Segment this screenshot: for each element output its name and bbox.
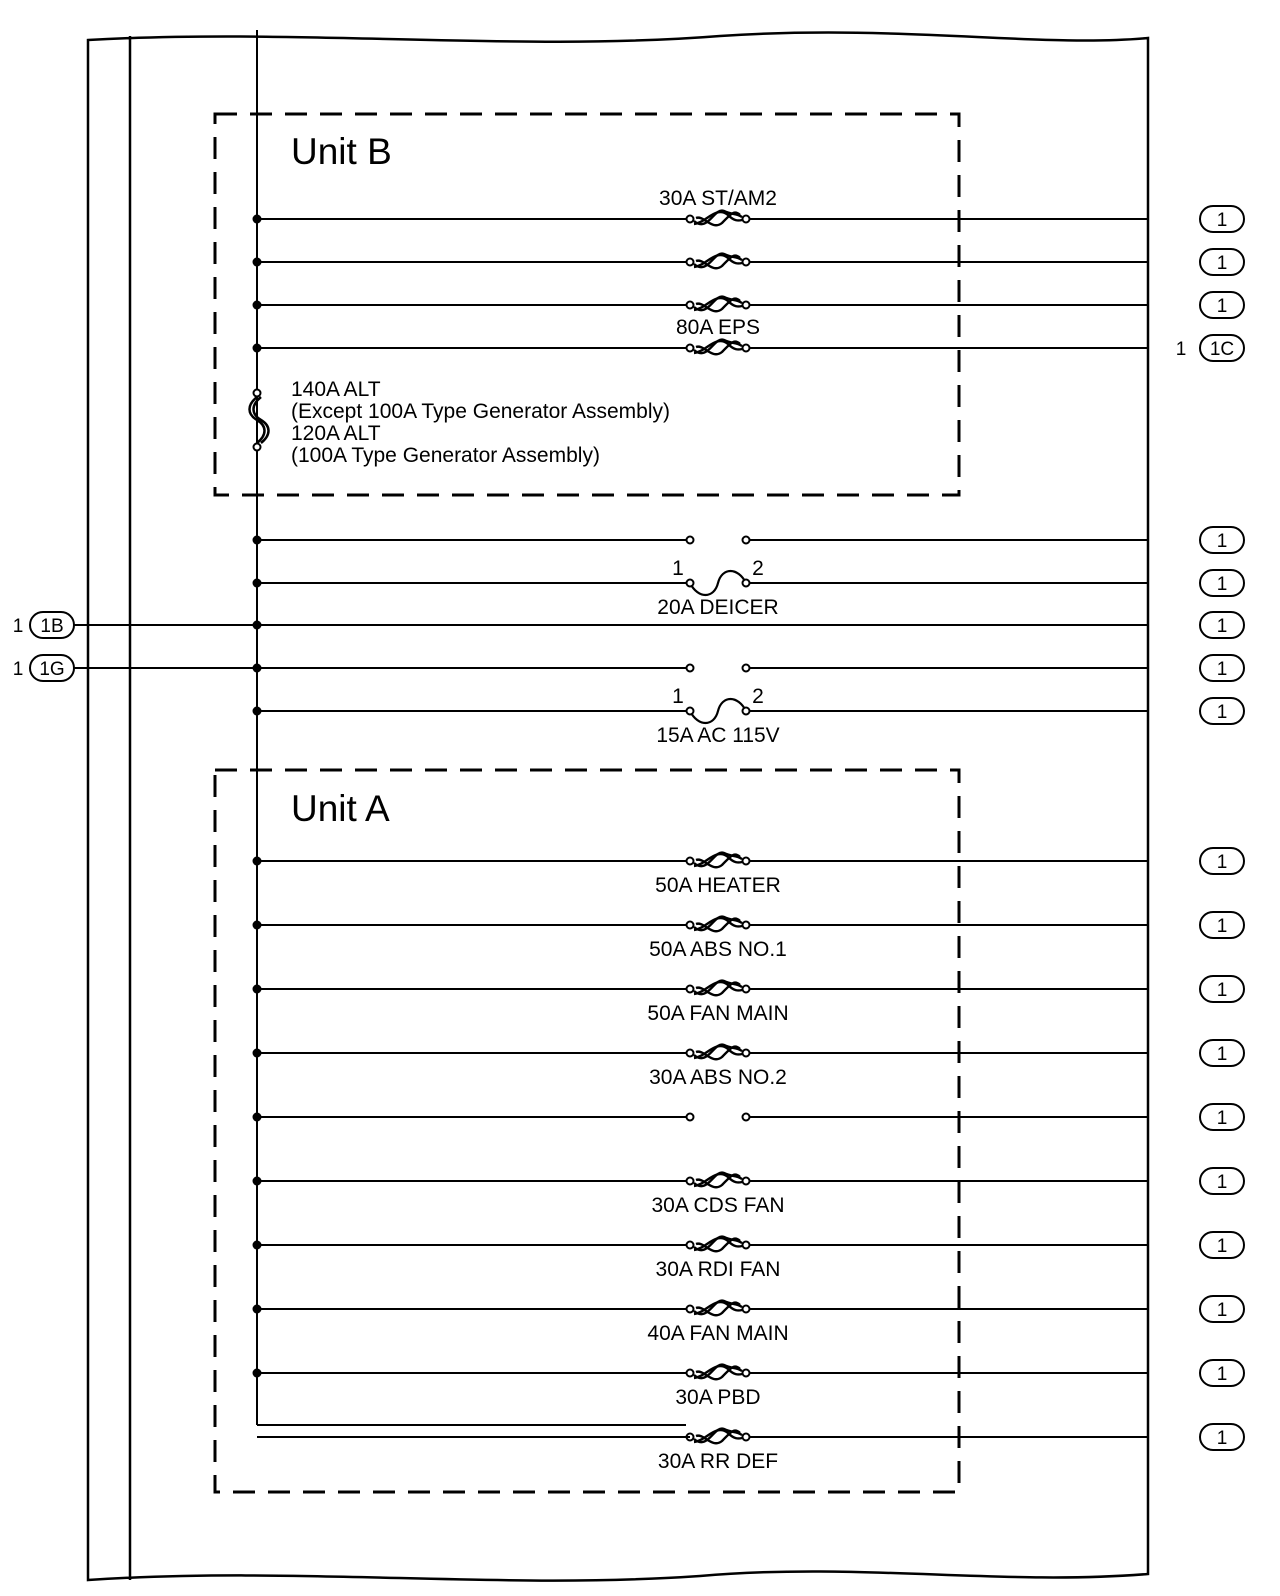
fuse-terminal-right xyxy=(743,708,750,715)
open-terminal-left xyxy=(687,1114,694,1121)
link-terminal-right xyxy=(743,1242,750,1249)
link-terminal-right xyxy=(743,1306,750,1313)
link-terminal-left xyxy=(687,345,694,352)
right-connector-id: 1 xyxy=(1216,531,1228,552)
circuit-row xyxy=(253,1104,1245,1130)
bus-junction-dot xyxy=(253,664,262,673)
right-connector-id: 1 xyxy=(1216,1108,1228,1129)
circuit-row xyxy=(253,976,1245,1025)
right-connector-id: 1 xyxy=(1216,980,1228,1001)
circuit-row xyxy=(253,1232,1245,1281)
right-connector-id: 1 xyxy=(1216,1236,1228,1257)
circuit-row xyxy=(253,292,1245,318)
link-terminal-left xyxy=(687,858,694,865)
bus-junction-dot xyxy=(253,621,262,630)
alt-label-line-4: (100A Type Generator Assembly) xyxy=(291,444,600,467)
link-terminal-left xyxy=(687,986,694,993)
fuse-label: 80A EPS xyxy=(675,316,761,339)
right-connector-id: 1 xyxy=(1216,702,1228,723)
alt-label-line-3: 120A ALT xyxy=(291,422,381,445)
fuse-label: 30A PBD xyxy=(675,1386,761,1409)
bus-junction-dot xyxy=(253,985,262,994)
link-terminal-right xyxy=(743,1178,750,1185)
open-terminal-left xyxy=(687,665,694,672)
bus-junction-dot xyxy=(253,1305,262,1314)
link-terminal-right xyxy=(743,922,750,929)
bus-junction-dot xyxy=(253,1177,262,1186)
fuse-terminal-left xyxy=(687,708,694,715)
circuit-row xyxy=(253,848,1245,897)
circuit-row xyxy=(253,1360,1245,1409)
fuse-label: 50A FAN MAIN xyxy=(647,1002,789,1025)
open-terminal-right xyxy=(743,1114,750,1121)
link-terminal-left xyxy=(687,922,694,929)
link-terminal-right xyxy=(743,1050,750,1057)
fuse-label: 30A RR DEF xyxy=(657,1450,779,1473)
fuse-pin-right: 2 xyxy=(752,557,764,580)
right-connector-id: 1C xyxy=(1209,339,1235,360)
bus-junction-dot xyxy=(253,857,262,866)
diagram-frame xyxy=(88,33,1148,1581)
circuit-row xyxy=(253,685,1245,747)
fuse-symbol xyxy=(690,699,746,723)
unit-a-title: Unit A xyxy=(291,788,390,829)
right-connector-id: 1 xyxy=(1216,1172,1228,1193)
fuse-terminal-right xyxy=(743,580,750,587)
right-connector-id: 1 xyxy=(1216,253,1228,274)
circuit-row xyxy=(13,612,1244,638)
bus-junction-dot xyxy=(253,1049,262,1058)
link-terminal-left xyxy=(687,302,694,309)
fuse-label: 30A RDI FAN xyxy=(655,1258,781,1281)
right-connector-id: 1 xyxy=(1216,296,1228,317)
circuit-row xyxy=(253,557,1245,619)
right-connector-id: 1 xyxy=(1216,616,1228,637)
circuit-row xyxy=(253,316,1245,361)
circuit-row xyxy=(13,655,1244,681)
open-terminal-right xyxy=(743,665,750,672)
link-terminal-right xyxy=(743,345,750,352)
bus-junction-dot xyxy=(253,344,262,353)
circuit-row xyxy=(253,527,1245,553)
fuse-label: 15A AC 115V xyxy=(656,724,780,747)
left-connector-id: 1G xyxy=(39,659,65,680)
bus-junction-dot xyxy=(253,707,262,716)
link-terminal-right xyxy=(743,858,750,865)
bus-junction-dot xyxy=(253,258,262,267)
link-terminal-left xyxy=(687,1370,694,1377)
fuse-label: 30A CDS FAN xyxy=(651,1194,785,1217)
unit-b-title: Unit B xyxy=(291,131,392,172)
fuse-pin-left: 1 xyxy=(672,557,684,580)
left-connector-pin: 1 xyxy=(12,616,24,637)
left-connector-id: 1B xyxy=(40,616,64,637)
right-connector-id: 1 xyxy=(1216,1300,1228,1321)
alt-label-line-2: (Except 100A Type Generator Assembly) xyxy=(291,400,670,423)
circuit-row xyxy=(253,1040,1245,1089)
fuse-label: 30A ABS NO.2 xyxy=(649,1066,787,1089)
link-terminal-left xyxy=(687,216,694,223)
bus-junction-dot xyxy=(253,1241,262,1250)
bus-junction-dot xyxy=(253,536,262,545)
circuit-row xyxy=(253,1296,1245,1345)
unit-a-box xyxy=(215,770,959,1492)
fuse-label: 50A ABS NO.1 xyxy=(649,938,787,961)
right-connector-id: 1 xyxy=(1216,1044,1228,1065)
fuse-label: 30A ST/AM2 xyxy=(659,187,777,210)
left-connector-pin: 1 xyxy=(12,659,24,680)
fuse-pin-right: 2 xyxy=(752,685,764,708)
right-connector-pin: 1 xyxy=(1175,339,1187,360)
fuse-symbol xyxy=(690,571,746,595)
circuit-row xyxy=(257,1424,1244,1473)
right-connector-id: 1 xyxy=(1216,1428,1228,1449)
link-terminal-right xyxy=(743,1434,750,1441)
alt-label-line-1: 140A ALT xyxy=(291,378,381,401)
link-terminal-left xyxy=(687,1306,694,1313)
circuit-row xyxy=(253,1168,1245,1217)
link-terminal-right xyxy=(743,986,750,993)
fuse-pin-left: 1 xyxy=(672,685,684,708)
right-connector-id: 1 xyxy=(1216,916,1228,937)
link-terminal-right xyxy=(743,259,750,266)
link-terminal-right xyxy=(743,216,750,223)
right-connector-id: 1 xyxy=(1216,210,1228,231)
fuse-label: 20A DEICER xyxy=(657,596,779,619)
right-connector-id: 1 xyxy=(1216,659,1228,680)
bus-junction-dot xyxy=(253,921,262,930)
bus-junction-dot xyxy=(253,579,262,588)
circuit-rows xyxy=(13,187,1244,1473)
circuit-row xyxy=(253,187,1245,232)
link-terminal-left xyxy=(687,259,694,266)
fuse-label: 40A FAN MAIN xyxy=(647,1322,789,1345)
bus-junction-dot xyxy=(253,301,262,310)
bus-junction-dot xyxy=(253,1369,262,1378)
right-connector-id: 1 xyxy=(1216,1364,1228,1385)
circuit-row xyxy=(253,249,1245,275)
link-terminal-right xyxy=(743,302,750,309)
bus-junction-dot xyxy=(253,215,262,224)
link-terminal-left xyxy=(687,1178,694,1185)
alt-fusible-link xyxy=(250,390,269,451)
bus-junction-dot xyxy=(253,1113,262,1122)
open-terminal-left xyxy=(687,537,694,544)
fuse-terminal-left xyxy=(687,580,694,587)
right-connector-id: 1 xyxy=(1216,852,1228,873)
fuse-label: 50A HEATER xyxy=(655,874,781,897)
link-terminal-right xyxy=(743,1370,750,1377)
right-connector-id: 1 xyxy=(1216,574,1228,595)
open-terminal-right xyxy=(743,537,750,544)
link-terminal-left xyxy=(687,1050,694,1057)
circuit-row xyxy=(253,912,1245,961)
link-terminal-left xyxy=(687,1242,694,1249)
